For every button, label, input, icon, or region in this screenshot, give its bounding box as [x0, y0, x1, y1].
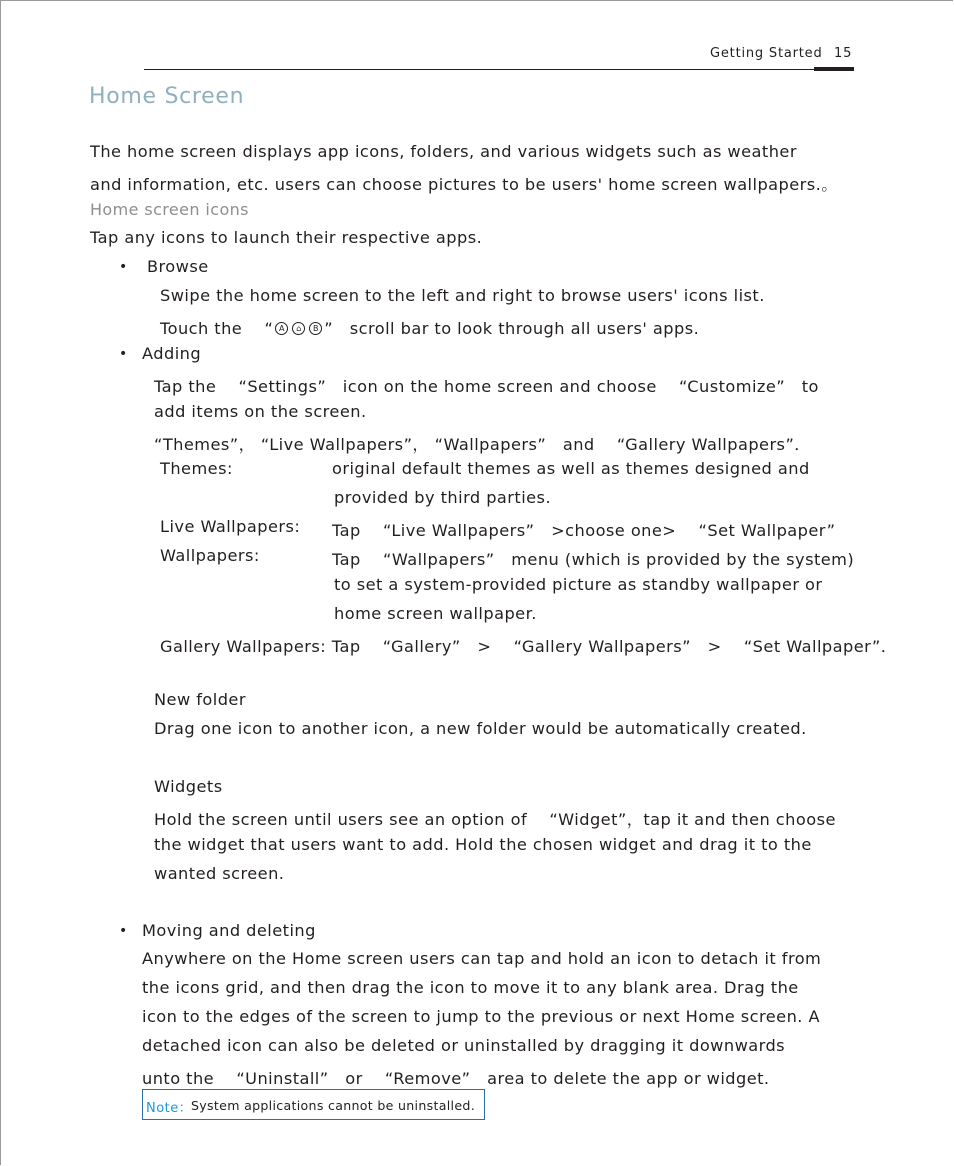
header-rule [144, 69, 854, 70]
intro-line: The home screen displays app icons, folders, and various widgets such as weather [90, 142, 797, 161]
home-icon: ⌂ [292, 322, 305, 335]
bullet: • [119, 259, 128, 275]
moving-line: icon to the edges of the screen to jump to the previous or next Home screen. A [142, 1007, 821, 1026]
moving-line: detached icon can also be deleted or uninstalled by dragging it downwards [142, 1036, 786, 1055]
wallpapers-text: to set a system-provided picture as standby wallpaper or [334, 575, 823, 594]
widgets-line: Hold the screen until users see an option of “Widget”，tap it and then choose [154, 810, 836, 829]
moving-line: the icons grid, and then drag the icon to move it to any blank area. Drag the [142, 978, 799, 997]
scroll-b-icon: B [309, 322, 322, 335]
widgets-line: the widget that users want to add. Hold the chosen widget and drag it to the [154, 835, 812, 854]
page-title: Home Screen [89, 84, 245, 109]
live-wallpapers-label: Live Wallpapers: [160, 517, 301, 536]
tap-line: Tap any icons to launch their respective apps. [90, 228, 483, 247]
page-number: 15 [834, 46, 853, 61]
wallpapers-text: home screen wallpaper. [334, 604, 537, 623]
note-box [142, 1089, 485, 1120]
note-text: System applications cannot be uninstalled. [191, 1098, 475, 1113]
new-folder-heading: New folder [154, 690, 246, 709]
browse-heading: Browse [147, 257, 209, 276]
scroll-a-icon: A [275, 322, 288, 335]
adding-line: Tap the “Settings” icon on the home screen and choose “Customize” to [154, 377, 819, 396]
browse-touch-before: Touch the “ [160, 319, 274, 338]
adding-line: “Themes”， “Live Wallpapers”， “Wallpapers” and “Gallery Wallpapers”． [154, 435, 811, 454]
adding-heading: Adding [142, 344, 202, 363]
live-wallpapers-text: Tap “Live Wallpapers” >choose one> “Set Wallpaper” [332, 521, 836, 540]
widgets-line: wanted screen. [154, 864, 285, 883]
bullet: • [119, 923, 128, 939]
themes-label: Themes: [160, 459, 233, 478]
widgets-heading: Widgets [154, 777, 223, 796]
moving-heading: Moving and deleting [142, 921, 316, 940]
adding-line: add items on the screen. [154, 402, 367, 421]
new-folder-text: Drag one icon to another icon, a new folder would be automatically created. [154, 719, 807, 738]
intro-line: and information, etc. users can choose pictures to be users' home screen wallpapers.。 [90, 175, 838, 194]
themes-text: provided by third parties. [334, 488, 552, 507]
note-label: Note： [146, 1101, 193, 1116]
gallery-wallpapers-line: Gallery Wallpapers: Tap “Gallery” > “Gallery Wallpapers” > “Set Wallpaper”． [160, 637, 898, 656]
subheading: Home screen icons [90, 200, 249, 219]
moving-line: Anywhere on the Home screen users can tap and hold an icon to detach it from [142, 949, 822, 968]
moving-line: unto the “Uninstall” or “Remove” area to delete the app or widget. [142, 1069, 770, 1088]
browse-touch-after: ” scroll bar to look through all users' apps. [324, 319, 700, 338]
header-section: Getting Started [710, 46, 823, 61]
themes-text: original default themes as well as themes designed and [332, 459, 810, 478]
wallpapers-label: Wallpapers: [160, 546, 260, 565]
wallpapers-text: Tap “Wallpapers” menu (which is provided by the system) [332, 550, 855, 569]
browse-touch-line [160, 315, 699, 339]
header-rule-accent [814, 67, 854, 71]
bullet: • [119, 346, 128, 362]
browse-line: Swipe the home screen to the left and right to browse users' icons list. [160, 286, 765, 305]
